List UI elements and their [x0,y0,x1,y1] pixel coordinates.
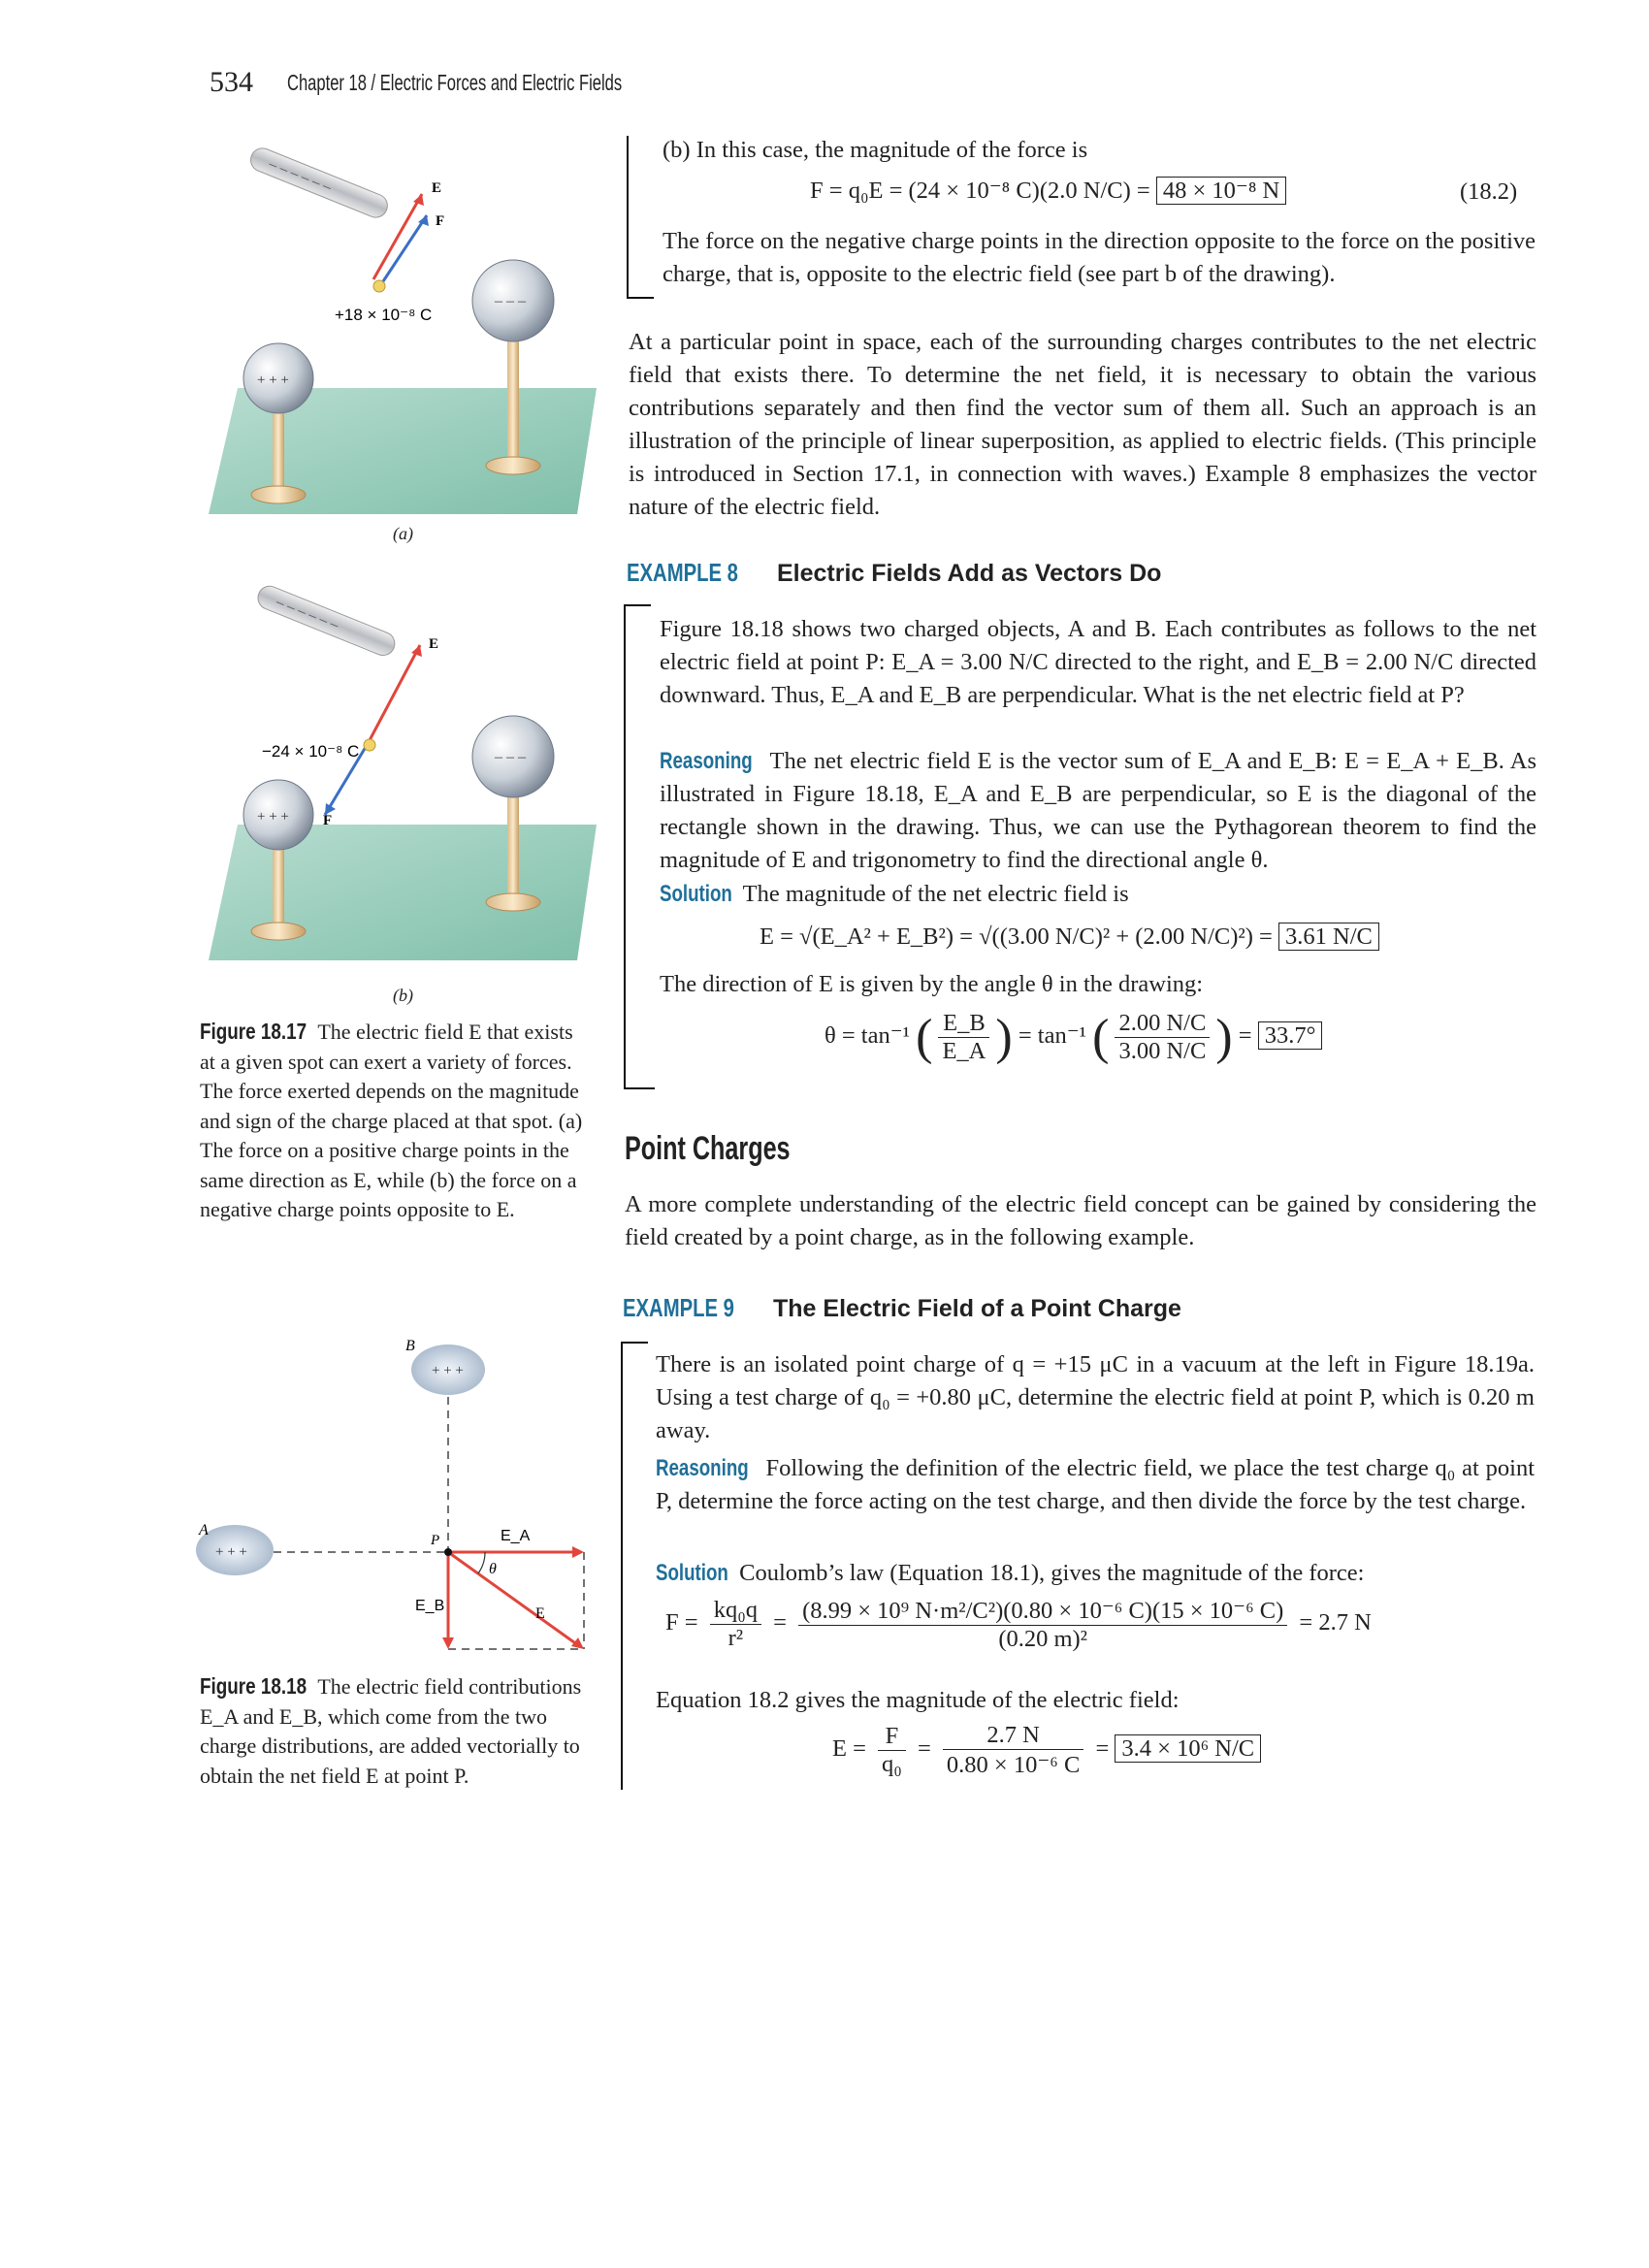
part-b-text: The force on the negative charge points in the direction opposite to the force on the positive charge, that is, opposite to the electric field (see part b of the drawing). [663,228,1536,287]
frac-num: 2.00 N/C [1115,1010,1210,1038]
force-lhs: F = [665,1609,698,1636]
svg-text:+ + +: + + + [257,373,289,388]
solution-label: Solution [660,881,732,907]
figure-18-18 [194,1329,601,1678]
angle-fraction-1 [938,1010,989,1065]
svg-text:– – – – – –: – – – – – – [274,593,341,634]
label-EB: E_B [415,1598,445,1614]
angle-fraction-2 [1115,1010,1210,1065]
charge-label-b: −24 × 10⁻⁸ C [262,742,360,761]
svg-text:+ + +: + + + [257,809,289,825]
solution-label: Solution [656,1560,728,1586]
part-b-intro: (b) In this case, the magnitude of the force is [663,137,1088,163]
svg-text:– – – – – –: – – – – – – [266,155,334,196]
equation-number: (18.2) [1460,178,1518,205]
point-charges-text: A more complete understanding of the electric field concept can be gained by considering the field created by a point charge, as in the following example. [625,1191,1536,1250]
example-bracket [627,136,629,299]
force-result: = 2.7 N [1299,1609,1372,1636]
example-8-problem: Figure 18.18 shows two charged objects, A and B. Each contributes as follows to the net electric field at point P: E_A = 3.00 N/C directed to the right, and E_B = 2.00 N/C directed downward. Thus, E_A and E_B are perpendicular. What is the net electric field at P? [660,616,1536,708]
svg-text:– – –: – – – [495,749,526,765]
frac-num: kq₀q [710,1597,761,1625]
page-number: 534 [210,66,253,98]
reasoning-label: Reasoning [660,748,753,774]
label-A: A [199,1522,209,1539]
angle-result: 33.7° [1258,1021,1323,1050]
test-charge [364,739,375,751]
magnitude-result: 3.61 N/C [1278,923,1379,951]
label-B: B [405,1338,415,1354]
example-9-problem: There is an isolated point charge of q = +15 μC in a vacuum at the left in Figure 18.19a. Using a test charge of q₀ = +0.80 μC, determine the electric field at point P, which is 0.20 m away. [656,1351,1535,1443]
frac-num: F [878,1723,906,1751]
field-lhs: E = [832,1735,866,1763]
example-number: EXAMPLE 9 [623,1293,734,1322]
equation-lhs: F = q₀E = (24 × 10⁻⁸ C)(2.0 N/C) = [810,178,1150,204]
svg-text:+ + +: + + + [432,1363,464,1378]
example-9-header [623,1293,1535,1332]
frac-den: 3.00 N/C [1118,1038,1207,1064]
figure-18-17a [199,126,616,543]
magnitude-equation [760,923,1379,951]
label-P: P [431,1533,440,1548]
force-fraction-2 [798,1596,1287,1653]
bracket-bottom-hook [624,1087,655,1089]
field-equation: E = $\frac{F}{\text{q₀}}$ = $\frac{2.7 N}{\text{0.80 × 10⁻⁶ C}}$ = 3.4 × 10⁶ N/C [832,1722,1261,1779]
vector-E-arrow [369,645,420,742]
frac-den: r² [728,1625,744,1651]
label-E: E [535,1605,545,1622]
svg-text:– – –: – – – [495,293,526,309]
label-E: E [432,180,442,196]
example-title: The Electric Field of a Point Charge [773,1295,1181,1322]
bracket-top-hook [621,1342,648,1344]
example-title: Electric Fields Add as Vectors Do [777,560,1162,587]
label-E: E [429,636,439,652]
frac-den: (0.20 m)² [998,1626,1088,1652]
example-8-solution [660,878,1536,911]
example-8-bracket [624,606,626,1089]
frac-den: 0.80 × 10⁻⁶ C [946,1752,1081,1778]
direction-text: The direction of E is given by the angle θ in the drawing: [660,971,1204,997]
reasoning-text: The net electric field E is the vector sum of E_A and E_B: E = E_A + E_B. As illustrated in Figure 18.18, E_A and E_B are perpendicular, so E is the diagonal of the rectangle shown in the drawing. Thus, we can use the Pythagorean theorem to find the magnitude of E and trigonometry to find the directional angle θ. [660,748,1536,873]
svg-text:+ + +: + + + [215,1544,247,1560]
frac-den: q₀ [882,1751,902,1777]
figure-18-17b [199,582,616,980]
frac-num: E_B [938,1010,989,1038]
example-bracket-hook [627,297,654,299]
charged-rod [254,583,398,659]
force-equation: F = $\frac{\text{kq₀q}}{\text{r²}}$ = $\frac{\text{(8.99 × 10⁹ N·m²/C²)(0.80 × 10⁻⁶ C)(15 × 10⁻⁶ C)}}{\text{(0.20 m)²}}$ = 2.7 N [665,1597,1372,1652]
label-EA: E_A [501,1528,531,1544]
test-charge [373,280,385,292]
example-9-reasoning [656,1452,1535,1518]
field-intro: Equation 18.2 gives the magnitude of the electric field: [656,1687,1180,1713]
figure-18-18-caption [200,1671,588,1791]
angle-equation: θ = tan⁻¹ ( $\frac{E\_B}{E\_A}$ ) = tan⁻¹ ( $\frac{2.00 N/C}{3.00 N/C}$ ) = 33.7° [824,1009,1322,1066]
reasoning-label: Reasoning [656,1455,749,1481]
superposition-paragraph: At a particular point in space, each of the surrounding charges contributes to the net electric field that exists there. To determine the net field, it is necessary to obtain the various contributions separately and then find the vector sum of them all. Such an approach is an illustration of the principle of linear superposition, as applied to electric fields. (This principle is introduced in Section 17.1, in connection with waves.) Example 8 emphasizes the vector nature of the electric field. [629,329,1536,520]
solution-intro: The magnitude of the net electric field is [742,881,1129,907]
label-theta: θ [489,1561,497,1577]
caption-head: Figure 18.17 [200,1019,307,1044]
magnitude-eq: E = √(E_A² + E_B²) = √((3.00 N/C)² + (2.00 N/C)²) = [760,923,1273,950]
frac-num: (8.99 × 10⁹ N·m²/C²)(0.80 × 10⁻⁶ C)(15 × 10⁻⁶ C) [798,1596,1287,1626]
reasoning-text: Following the definition of the electric field, we place the test charge q₀ at point P, determine the force acting on the test charge, and then divide the force by the test charge. [656,1455,1536,1514]
section-heading: Point Charges [625,1130,791,1167]
example-8-reasoning [660,745,1536,877]
figure-18-17-caption [200,1017,588,1225]
frac-den: E_A [942,1038,986,1064]
part-b-equation [810,176,1286,205]
field-result: 3.4 × 10⁶ N/C [1115,1734,1261,1763]
field-fraction-1 [878,1723,906,1778]
force-fraction-1 [710,1597,761,1652]
angle-lhs: θ = tan⁻¹ [824,1022,911,1050]
example-8-header [627,558,1538,597]
example-9-solution [656,1557,1535,1590]
example-number: EXAMPLE 8 [627,558,738,587]
field-fraction-2 [943,1722,1083,1779]
label-F: F [436,213,445,229]
running-head: Chapter 18 / Electric Forces and Electric Fields [287,70,623,95]
caption-text: The electric field contributions E_A and E_B, which come from the two charge distributions, are added vectorially to obtain the net field E at point P. [200,1674,582,1788]
example-9-bracket [621,1344,623,1790]
caption-head: Figure 18.18 [200,1673,307,1699]
figure-part-b-label: (b) [393,986,413,1005]
equation-result: 48 × 10⁻⁸ N [1156,177,1286,205]
label-F: F [323,813,333,828]
charged-rod [247,145,391,220]
frac-num: 2.7 N [943,1722,1083,1750]
charge-label-a: +18 × 10⁻⁸ C [335,306,433,324]
angle-mid: = tan⁻¹ [1018,1022,1086,1050]
bracket-top-hook [624,604,651,606]
figure-part-a-label: (a) [393,524,413,543]
solution-intro: Coulomb’s law (Equation 18.1), gives the magnitude of the force: [739,1560,1365,1586]
vector-E [448,1552,578,1645]
caption-text: The electric field E that exists at a given spot can exert a variety of forces. The force exerted depends on the magnitude and sign of the charge placed at that spot. (a) The force on a positive charge points in the same direction as E, while (b) the force on a negative charge points opposite to E. [200,1020,583,1221]
